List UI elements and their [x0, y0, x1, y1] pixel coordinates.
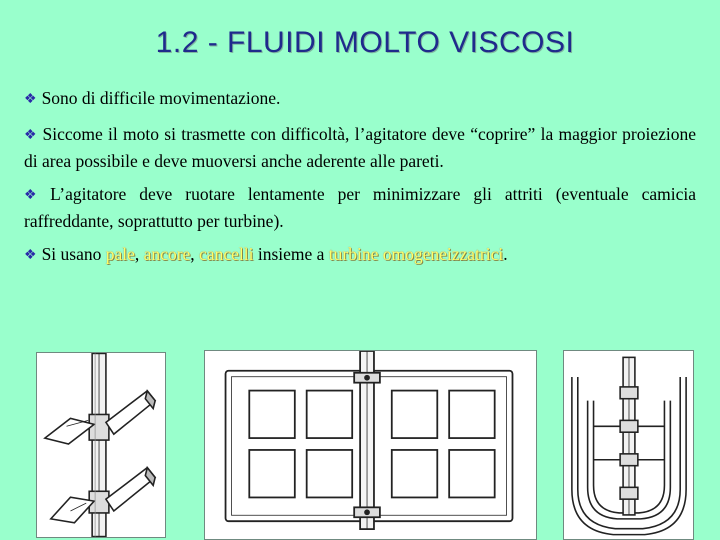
gate-agitator-image [204, 350, 537, 540]
diamond-bullet-icon: ❖ [24, 188, 46, 203]
paddle-agitator-drawing [37, 353, 165, 537]
bullet-item: ❖ Si usano pale, ancore, cancelli insieme a turbine omogeneizzatrici. [24, 244, 508, 264]
gate-agitator-drawing [205, 351, 536, 539]
term-pale: pale [105, 244, 135, 264]
diamond-bullet-icon: ❖ [24, 92, 37, 107]
bullet-list [24, 86, 696, 278]
bullet-prefix: Si usano [41, 244, 102, 264]
bullet-item [24, 122, 696, 173]
bullet-text: L’agitatore deve ruotare lentamente per minimizzare gli attriti (eventuale camicia raffreddante, soprattutto per turbine). [24, 184, 696, 231]
diamond-bullet-icon: ❖ [24, 128, 38, 143]
bullet-text: Sono di difficile movimentazione. [41, 88, 281, 108]
slide-title: 1.2 - FLUIDI MOLTO VISCOSI [155, 26, 575, 59]
bullet-item [24, 86, 696, 113]
term-turbine: turbine omogeneizzatrici [328, 244, 504, 264]
paddle-agitator-image [36, 352, 166, 538]
term-cancelli: cancelli [199, 244, 254, 264]
anchor-agitator-drawing [564, 351, 693, 539]
bullet-connector: insieme a [257, 244, 325, 264]
anchor-agitator-image [563, 350, 694, 540]
bullet-item [24, 182, 696, 233]
diamond-bullet-icon: ❖ [24, 248, 37, 263]
bullet-text: Siccome il moto si trasmette con difficoltà, l’agitatore deve “coprire” la maggior proiezione di area possibile e deve muoversi anche aderente alle pareti. [24, 124, 696, 171]
term-ancore: ancore [143, 244, 191, 264]
bullet-suffix: . [503, 244, 508, 264]
